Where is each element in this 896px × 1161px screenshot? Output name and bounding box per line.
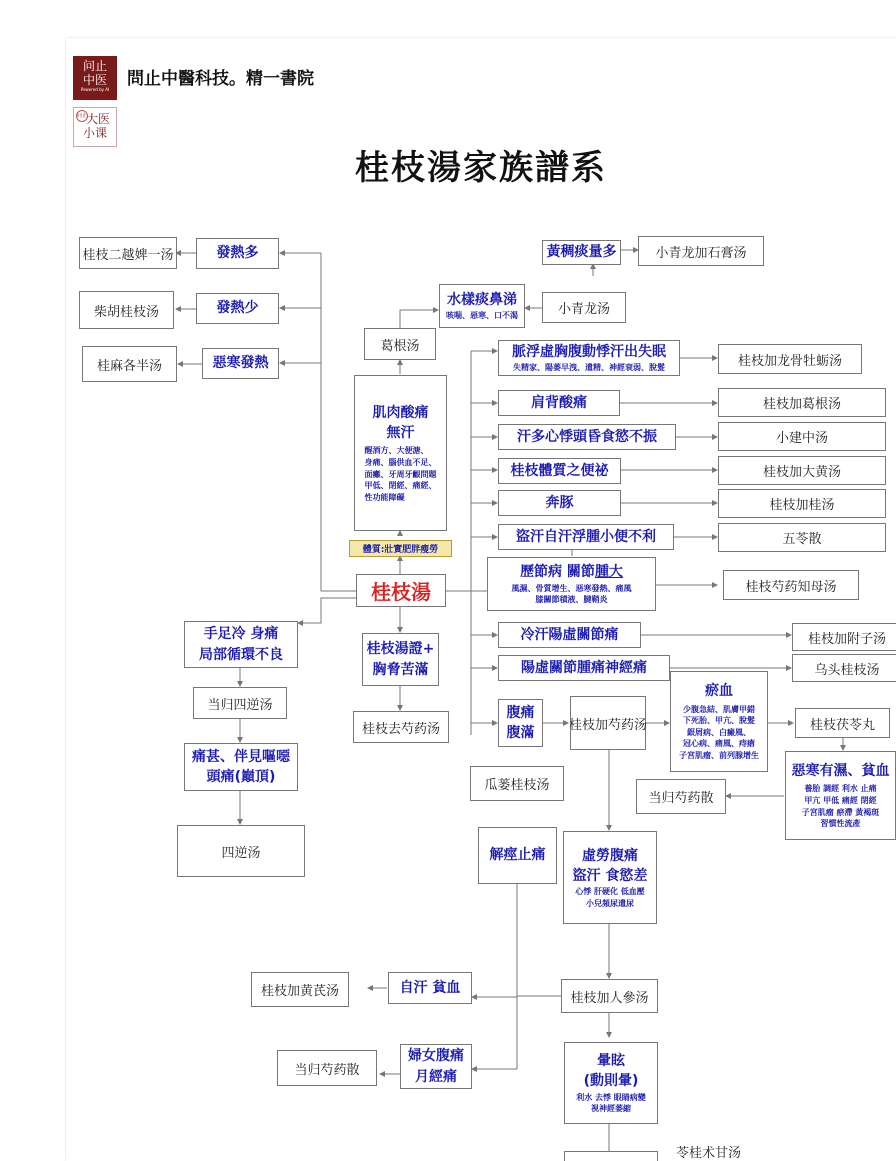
detail-line: 銀屑病、白癜風、 [687,727,751,737]
dizziness-details [576,1092,646,1115]
symptom-abdominal-pain [498,699,543,747]
detail-line: 利水 去悸 眼睛病變 [576,1092,646,1102]
constitution-banner: 體質:壯實肥胖瘦勞 [349,540,452,557]
formula-guizhi-jia-dahuang: 桂枝加大黄汤 [718,456,886,485]
spontaneous-sweat-label: 自汗 貧血 [399,979,461,996]
women-line-1: 婦女腹痛 [408,1048,464,1065]
blood-stasis-details [679,704,759,762]
symptom-chills-fever-label: 惡寒發熱 [212,355,269,372]
detail-line: 子宮肌瘤、前列腺增生 [679,751,759,761]
symptom-chills-fever [202,348,279,379]
symptom-cold-limbs [184,621,298,668]
formula-gegen: 葛根汤 [364,328,436,360]
symptom-shoulder-pain [498,390,620,416]
symptom-bentun [498,490,621,516]
joint-swelling-sub-1: 風濕、骨質增生、惡寒發熱、痛風 [511,583,632,593]
formula-xiaojianzhong: 小建中汤 [718,422,886,451]
symptom-constipation [498,458,621,484]
symptom-women-abdominal-pain [400,1044,472,1089]
damp-anemia-title: 惡寒有濕、貧血 [791,763,890,780]
page-title: 桂枝湯家族譜系 [355,148,607,188]
symptom-sweat-palpitation [498,424,676,450]
shoulder-pain-label: 肩背酸痛 [531,394,587,411]
detail-line: 子宮肌瘤 瘀滯 黃褐斑 [801,807,880,817]
joint-swelling-label [520,562,623,582]
watery-phlegm-label: 水樣痰鼻涕 [447,292,517,309]
formula-xiaoqinglong-shigao: 小青龙加石膏汤 [638,236,764,266]
symptom-fever-low-label: 發熱少 [216,300,259,317]
formula-guizhi-jia-huangqi: 桂枝加黄芪汤 [251,972,349,1007]
formula-guizhi-eryuebi-yi: 桂枝二越婢一汤 [79,237,177,269]
fatigue-details [575,886,645,909]
seal-icon: 问止 [76,110,88,122]
symptom-watery-phlegm [439,284,525,328]
joint-swelling-label-b: 腫大 [594,564,623,581]
muscle-pain-title: 肌肉酸痛 [372,404,429,421]
logo-line-1: 问止 [82,59,107,73]
formula-wuling-san: 五苓散 [718,523,886,552]
detail-line: 甲亢 甲低 痛經 閉經 [804,796,877,806]
formula-longgu-muli: 桂枝加龙骨牡蛎汤 [718,344,862,374]
formula-guizhi-fuling: 桂枝茯苓丸 [795,708,890,738]
neuralgia-label: 陽虛關節腫痛神經痛 [521,659,647,676]
formula-guizhi-jia-fuzi: 桂枝加附子汤 [792,623,896,651]
formula-guizhi-qu-shaoyao: 桂枝去芍药汤 [353,711,449,743]
symptom-yang-deficiency-neuralgia [498,655,670,681]
detail-line: 面癱、牙周牙齦問題 [364,469,437,479]
formula-danggui-sini: 当归四逆汤 [193,687,287,719]
chest-line-2: 胸脅苦滿 [372,661,429,678]
logo2-line-2: 小课 [82,126,107,140]
logo2-line-1: 大医 [85,112,110,126]
detail-line: 性功能障礙 [364,492,405,502]
logo-subtext: Powered by AI [80,87,110,92]
center-label: 桂枝湯 [371,580,431,604]
symptom-fatigue-abdominal-pain [563,831,657,924]
cold-sweat-joint-label: 冷汗陽虛關節痛 [520,626,619,643]
formula-guizhi-jia-shaoyao: 桂枝加芍药汤 [570,696,646,750]
fatigue-title: 虛勞腹痛 [582,847,638,864]
spasm-relief-label: 解痙止痛 [489,847,546,864]
formula-wutou-guizhi: 乌头桂枝汤 [792,654,896,682]
formula-linggui-label: 苓桂术甘汤 [676,1146,742,1161]
symptom-fever-high [196,238,279,269]
severe-pain-line-1: 痛甚、伴見嘔噁 [192,748,290,765]
detail-line: 少腹急結、肌膚甲錯 [683,704,755,714]
women-line-2: 月經痛 [415,1068,457,1085]
formula-danggui-shaoyao-2: 当归芍药散 [277,1050,377,1086]
center-guizhi-tang [356,574,446,607]
detail-line: 養胎 調經 利水 止痛 [804,784,877,794]
muscle-details-list [365,445,437,503]
detail-line: 甲低、閉經、痛經、 [364,481,437,491]
symptom-cold-sweat-joint [498,622,641,648]
dizziness-line-1: 暈眩 [597,1053,625,1070]
palpitation-sub: 失精家、陽萎早洩、遺精、神經衰弱、脫髮 [513,363,665,373]
severe-pain-line-2: 頭痛(巔頂) [206,769,276,785]
cold-limbs-line-2: 局部循環不良 [199,646,283,663]
symptom-damp-anemia [785,751,896,840]
bentun-label: 奔豚 [545,494,574,511]
symptom-night-sweat-edema [498,524,674,550]
detail-line: 心悸 肝硬化 低血壓 [575,887,645,897]
constipation-label: 桂枝體質之便祕 [510,462,609,479]
symptom-fever-low [196,293,279,324]
blood-stasis-title: 瘀血 [705,683,733,700]
night-sweat-label: 盜汗自汗浮腫小便不利 [516,528,656,545]
joint-swelling-label-a: 歷節病 關節 [520,564,595,581]
chest-line-1: 桂枝湯證+ [366,641,435,658]
formula-guizhi-jia-renshen: 桂枝加人參汤 [561,979,658,1013]
formula-chaihu-guizhi: 柴胡桂枝汤 [79,291,174,329]
detail-line: 醒酒方、大便溏、 [364,446,429,456]
symptom-palpitation-insomnia [498,340,680,376]
detail-line: 冠心病、痛風、痔瘡 [683,739,755,749]
symptom-blood-stasis [670,671,768,772]
palpitation-label: 脈浮虛胸腹動悸汗出失眠 [512,344,666,361]
damp-anemia-details [802,783,880,829]
formula-linggui-box [564,1151,658,1161]
muscle-pain-subtitle: 無汗 [386,425,415,442]
symptom-spontaneous-sweat [388,972,472,1004]
logo-line-2: 中医 [82,73,107,87]
formula-guizhi-jia-gegen: 桂枝加葛根汤 [718,388,886,417]
joint-swelling-sub-2: 膝關節積液、腱鞘炎 [535,595,608,605]
wenzhi-logo [73,56,117,100]
formula-sini: 四逆汤 [177,825,305,877]
detail-line: 身痛、腦供血不足、 [364,457,437,467]
fatigue-subtitle: 盜汗 食慾差 [572,867,648,884]
formula-xiaoqinglong: 小青龙汤 [542,292,626,323]
symptom-spasm-relief [478,827,557,884]
detail-line: 習慣性流產 [820,819,861,829]
symptom-joint-swelling [487,557,656,611]
formula-gualou-guizhi: 瓜蒌桂枝汤 [470,766,564,801]
symptom-chest-fullness [362,633,439,686]
formula-guizhi-jia-gui: 桂枝加桂汤 [718,489,886,518]
sweat-palpitation-label: 汗多心悸頭昏食慾不振 [517,428,657,445]
brand-name: 問止中醫科技。精一書院 [127,69,314,89]
formula-guima-geban: 桂麻各半汤 [82,346,177,382]
formula-danggui-shaoyao-1: 当归芍药散 [636,779,726,814]
symptom-dizziness [564,1042,658,1124]
thick-phlegm-label: 黃稠痰量多 [546,244,617,261]
dizziness-line-2: (動則暈) [583,1073,639,1090]
cold-limbs-line-1: 手足冷 身痛 [203,626,279,643]
detail-line: 下死胎、甲亢、脫髮 [683,716,755,726]
detail-line: 小兒頻尿遺尿 [585,898,634,908]
symptom-thick-phlegm [542,240,621,265]
abdominal-pain-line-2: 腹滿 [506,725,535,741]
symptom-muscle-pain [354,375,447,531]
symptom-severe-pain [184,743,298,791]
formula-shaoyao-zhimu: 桂枝芍药知母汤 [723,570,859,600]
abdominal-pain-line-1: 腹痛 [506,704,535,721]
detail-line: 視神經萎縮 [590,1104,631,1114]
symptom-fever-high-label: 發熱多 [216,245,259,262]
document-page [66,38,896,1161]
watery-phlegm-sub: 咳喘、惡寒、口不渴 [446,311,518,321]
